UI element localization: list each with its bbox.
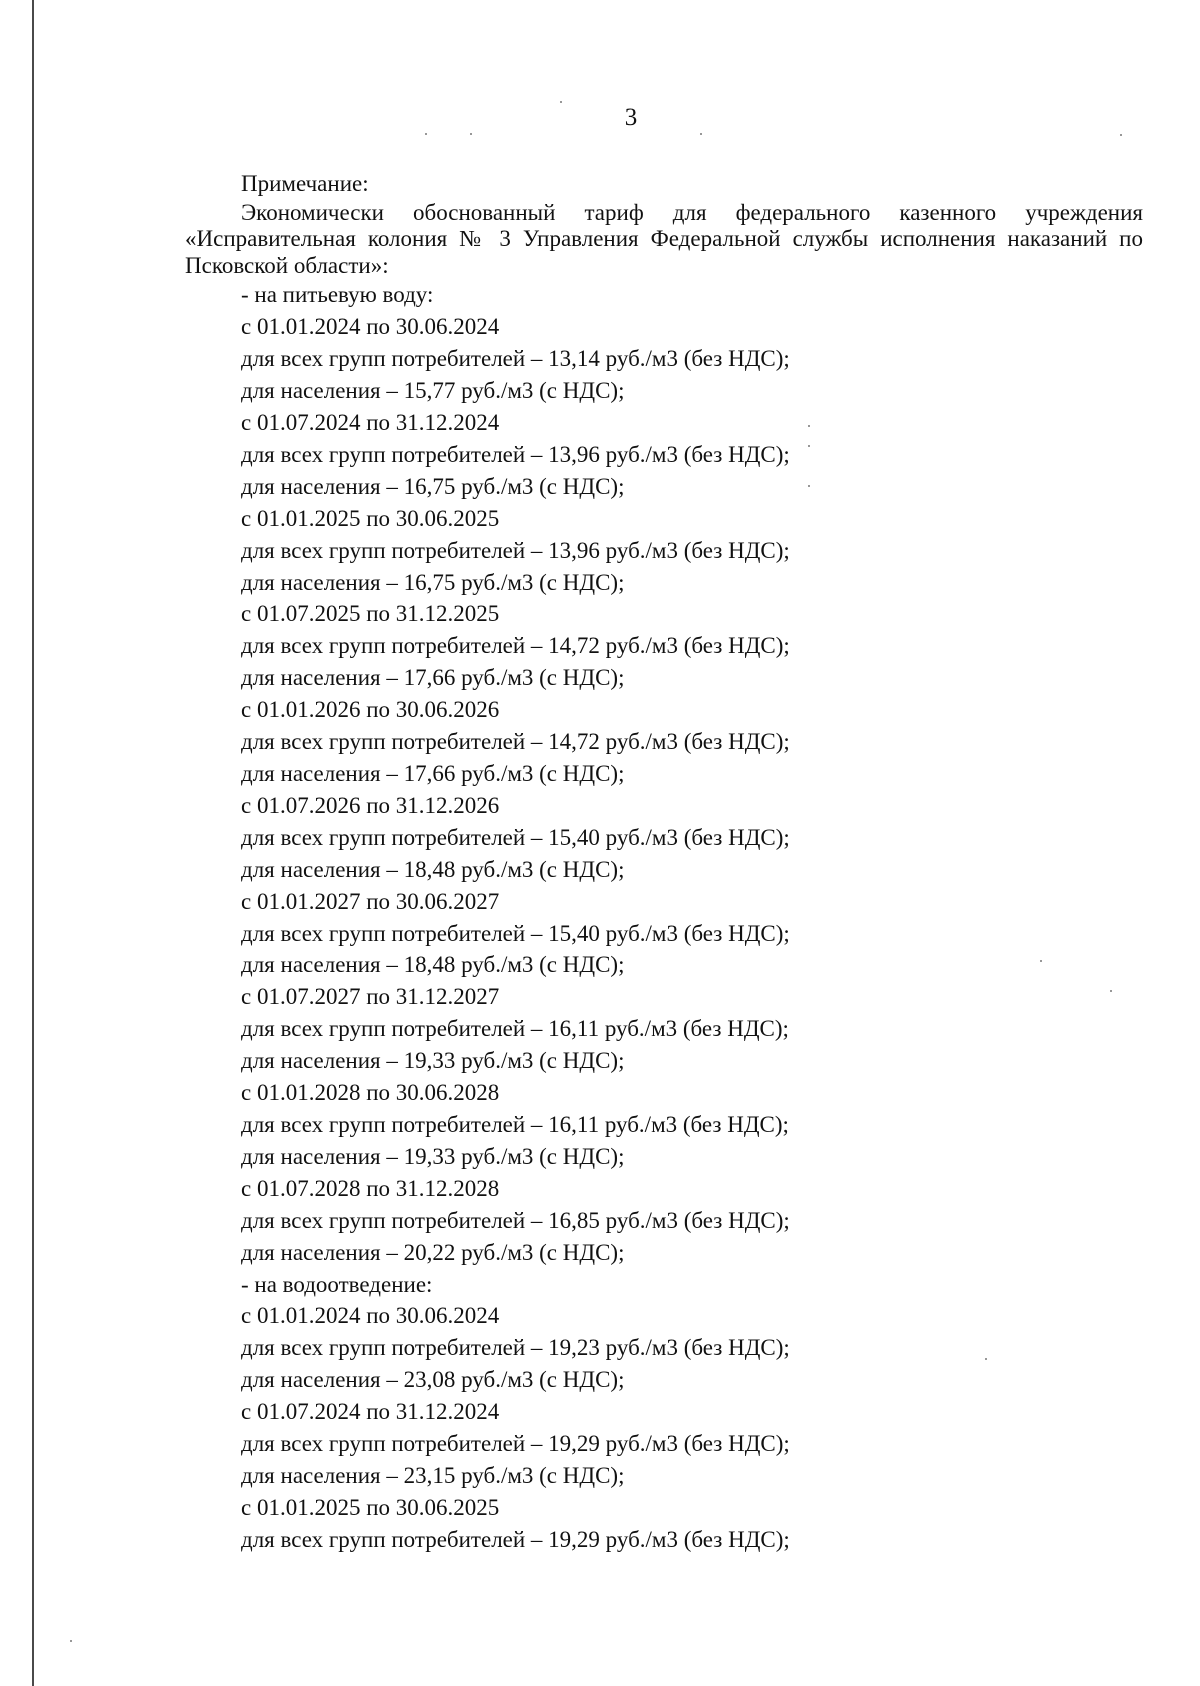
tariff-line: с 01.07.2026 по 31.12.2026 xyxy=(241,792,500,818)
tariff-line: для всех групп потребителей – 13,96 руб./м3 (без НДС); xyxy=(241,441,790,467)
tariff-line: для всех групп потребителей – 16,11 руб./м3 (без НДС); xyxy=(241,1111,789,1137)
tariff-line: для населения – 18,48 руб./м3 (с НДС); xyxy=(241,856,625,882)
tariff-list xyxy=(185,279,1143,1555)
tariff-line: для всех групп потребителей – 16,11 руб./м3 (без НДС); xyxy=(241,1016,789,1042)
document-body xyxy=(185,168,1143,1556)
tariff-line: для всех групп потребителей – 14,72 руб./м3 (без НДС); xyxy=(241,729,790,755)
scan-speck xyxy=(700,133,702,135)
tariff-line: для всех групп потребителей – 19,29 руб./м3 (без НДС); xyxy=(241,1431,790,1457)
scan-speck xyxy=(808,445,810,447)
tariff-line: - на питьевую воду: xyxy=(241,282,434,308)
scan-edge-line xyxy=(32,0,34,1686)
scan-speck xyxy=(808,485,810,487)
tariff-line: с 01.01.2027 по 30.06.2027 xyxy=(241,888,500,914)
tariff-line: для населения – 19,33 руб./м3 (с НДС); xyxy=(241,1048,625,1074)
tariff-line: для всех групп потребителей – 19,29 руб./м3 (без НДС); xyxy=(241,1526,790,1552)
scan-speck xyxy=(1040,960,1042,962)
tariff-line: для населения – 16,75 руб./м3 (с НДС); xyxy=(241,569,625,595)
tariff-line: с 01.01.2026 по 30.06.2026 xyxy=(241,697,500,723)
tariff-line: для всех групп потребителей – 16,85 руб./м3 (без НДС); xyxy=(241,1207,790,1233)
tariff-line: для населения – 17,66 руб./м3 (с НДС); xyxy=(241,665,625,691)
note-intro-paragraph: Экономически обоснованный тариф для федерального казенного учреждения «Исправительная колония № 3 Управления Федеральной службы исполнения наказаний по Псковской области»: xyxy=(185,199,1143,278)
tariff-line: для населения – 15,77 руб./м3 (с НДС); xyxy=(241,378,625,404)
tariff-line: для населения – 23,15 руб./м3 (с НДС); xyxy=(241,1462,625,1488)
tariff-line: с 01.01.2028 по 30.06.2028 xyxy=(241,1080,500,1106)
scan-speck xyxy=(425,133,427,135)
note-title: Примечание: xyxy=(241,171,369,196)
scan-speck xyxy=(560,101,562,103)
tariff-line: для всех групп потребителей – 13,96 руб./м3 (без НДС); xyxy=(241,537,790,563)
tariff-line: для населения – 17,66 руб./м3 (с НДС); xyxy=(241,761,625,786)
scan-speck xyxy=(808,425,810,427)
tariff-line: для всех групп потребителей – 19,23 руб./м3 (без НДС); xyxy=(241,1335,790,1361)
scan-speck xyxy=(985,1358,987,1360)
tariff-line: с 01.01.2024 по 30.06.2024 xyxy=(241,314,500,340)
tariff-line: для всех групп потребителей – 14,72 руб./м3 (без НДС); xyxy=(241,633,790,659)
tariff-line: для населения – 23,08 руб./м3 (с НДС); xyxy=(241,1367,625,1393)
tariff-line: - на водоотведение: xyxy=(241,1271,433,1297)
tariff-line: для населения – 20,22 руб./м3 (с НДС); xyxy=(241,1239,625,1265)
tariff-line: с 01.01.2025 по 30.06.2025 xyxy=(241,505,500,531)
scan-speck xyxy=(1120,134,1122,136)
tariff-line: с 01.07.2024 по 31.12.2024 xyxy=(241,1399,500,1425)
page-number: 3 xyxy=(624,104,638,131)
scan-speck xyxy=(70,1640,72,1642)
tariff-line: для населения – 19,33 руб./м3 (с НДС); xyxy=(241,1143,625,1169)
scan-speck xyxy=(1110,990,1112,992)
tariff-line: для населения – 16,75 руб./м3 (с НДС); xyxy=(241,473,625,499)
tariff-line: с 01.07.2028 по 31.12.2028 xyxy=(241,1175,500,1201)
tariff-line: с 01.01.2025 по 30.06.2025 xyxy=(241,1494,500,1520)
tariff-line: с 01.07.2027 по 31.12.2027 xyxy=(241,984,500,1010)
tariff-line: для всех групп потребителей – 15,40 руб./м3 (без НДС); xyxy=(241,824,790,850)
scan-speck xyxy=(470,133,472,135)
tariff-line: для всех групп потребителей – 13,14 руб./м3 (без НДС); xyxy=(241,346,790,372)
tariff-line: для всех групп потребителей – 15,40 руб./м3 (без НДС); xyxy=(241,920,790,946)
tariff-line: с 01.07.2025 по 31.12.2025 xyxy=(241,601,500,627)
tariff-line: с 01.01.2024 по 30.06.2024 xyxy=(241,1303,500,1329)
tariff-line: с 01.07.2024 по 31.12.2024 xyxy=(241,410,500,436)
tariff-line: для населения – 18,48 руб./м3 (с НДС); xyxy=(241,952,625,978)
